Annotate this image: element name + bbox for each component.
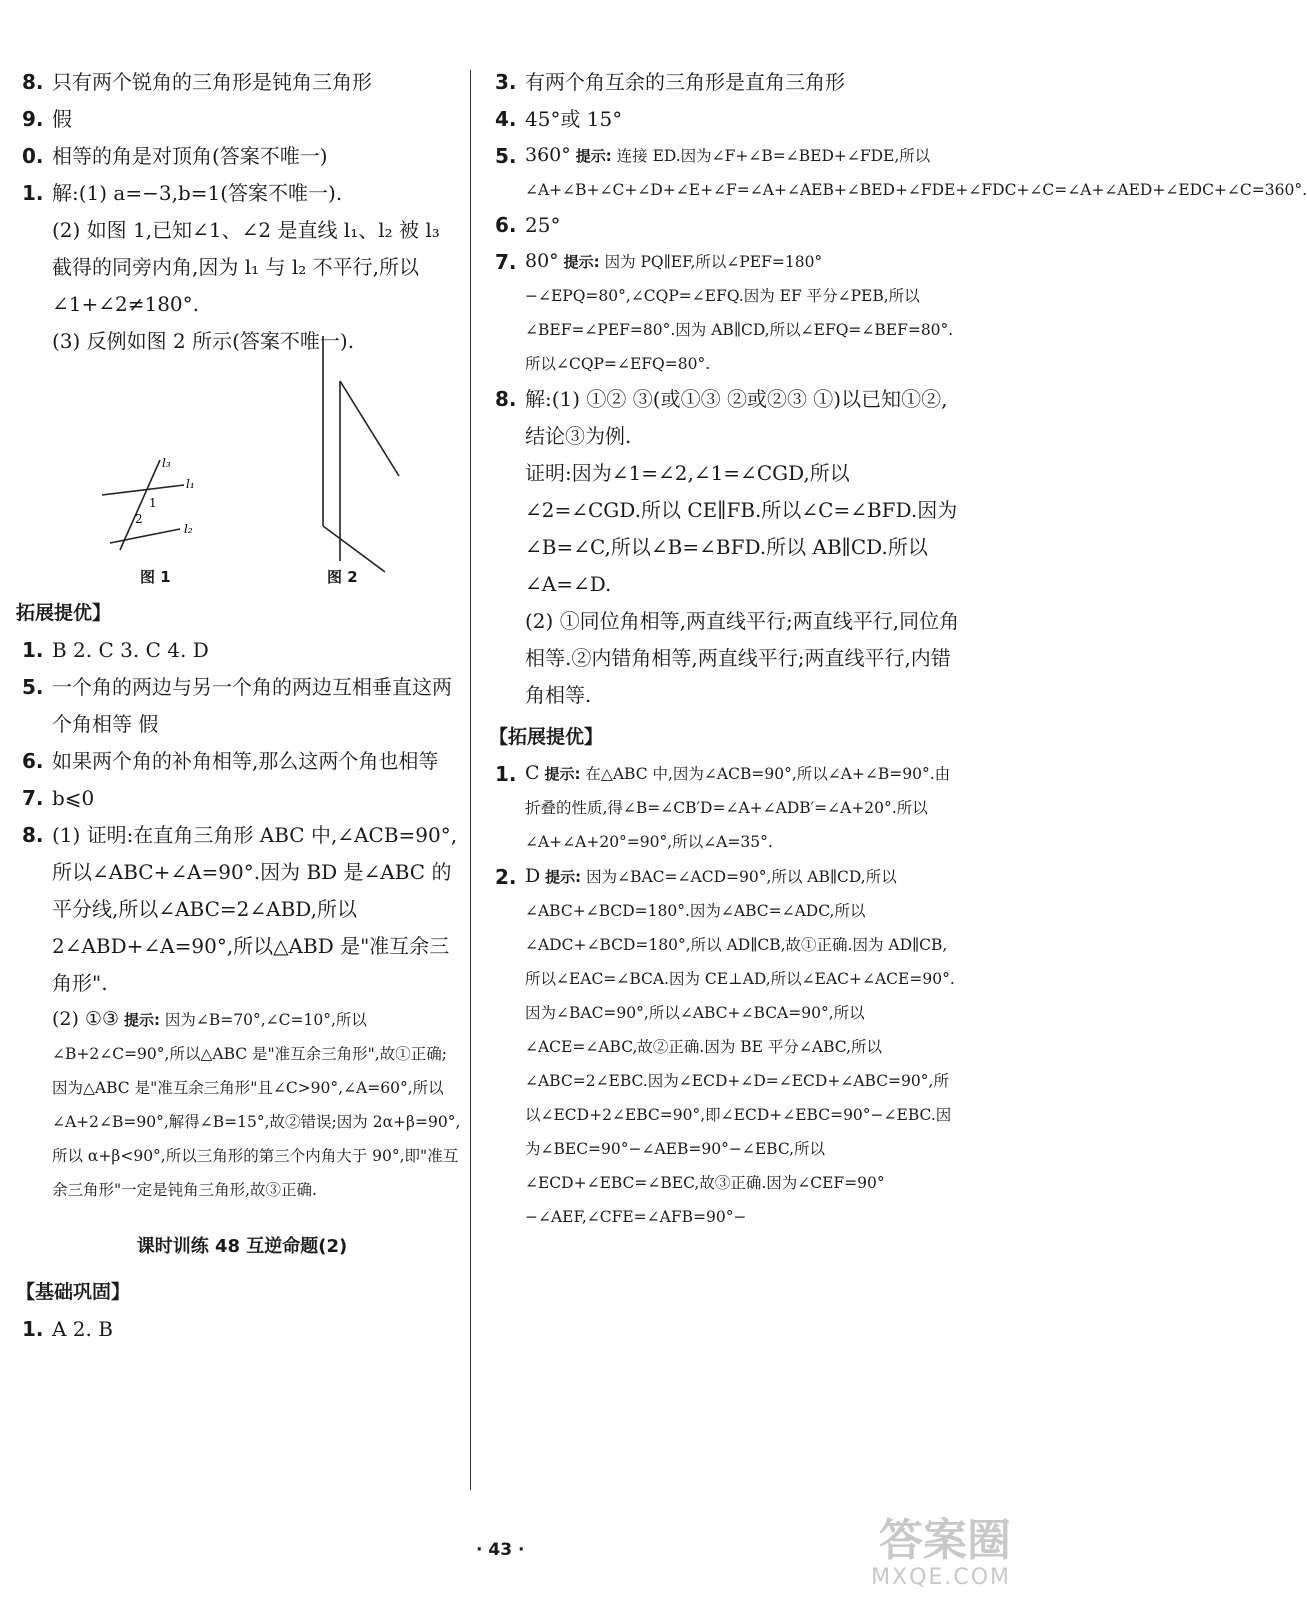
list-item xyxy=(22,669,462,743)
item-hint: 因为∠BAC=∠ACD=90°,所以 AB∥CD,所以∠ABC+∠BCD=180°.因为∠ABC=∠ADC,所以∠ADC+∠BCD=180°,所以 AD∥CB,故①正确.因为 AD∥CB,所以∠EAC=∠BCA.因为 CE⊥AD,所以∠EAC+∠ACE=90°.因为∠BAC=90°,所以∠ABC+∠BCA=90°,所以∠ACE=∠ABC,故②正确.因为 BE 平分∠ABC,所以∠ABC=2∠EBC.因为∠ECD+∠D=∠ECD+∠ABC=90°,所以∠ECD+2∠EBC=90°,即∠ECD+∠EBC=90°−∠EBC.因为∠BEC=90°−∠AEB=90°−∠EBC,所以∠ECD+∠EBC=∠BEC,故③正确.因为∠CEF=90°−∠AEF,∠CFE=∠AFB=90°− xyxy=(525,868,955,1226)
item-number: 0. xyxy=(22,144,44,168)
item-number: 4. xyxy=(495,107,517,131)
answer-8-part2: (2) ①同位角相等,两直线平行;两直线平行,同位角相等.②内错角相等,两直线平行;两直线平行,内错角相等. xyxy=(525,609,960,707)
figure-2-caption: 图 2 xyxy=(327,568,358,586)
item-number: 8. xyxy=(22,823,44,847)
item-text: b⩽0 xyxy=(52,786,95,810)
fig1-label-l2: l₂ xyxy=(184,522,193,536)
hint-label: 提示: xyxy=(575,147,612,165)
item-number: 9. xyxy=(22,107,44,131)
item-number: 5. xyxy=(495,144,517,168)
column-divider xyxy=(470,70,471,1490)
hint-label: 提示: xyxy=(563,253,600,271)
item-text: B 2. C 3. C 4. D xyxy=(52,638,209,662)
item-answer: 80° xyxy=(525,250,559,272)
figure-2 xyxy=(307,336,407,576)
fig1-label-l3: l₃ xyxy=(162,456,171,470)
watermark-logo-text: 答案圈 xyxy=(879,1515,1011,1566)
fig1-angle-1: 1 xyxy=(149,496,157,510)
item-text: 相等的角是对顶角(答案不唯一) xyxy=(52,144,328,168)
item-hint: 在△ABC 中,因为∠ACB=90°,所以∠A+∠B=90°.由折叠的性质,得∠B=∠CB′D=∠A+∠ADB′=∠A+20°.所以∠A+∠A+20°=90°,所以∠A=35°. xyxy=(525,765,951,851)
item-text: 如果两个角的补角相等,那么这两个角也相等 xyxy=(52,749,439,773)
item-number: 6. xyxy=(22,749,44,773)
answer-3 xyxy=(495,64,960,101)
item-text: 解:(1) ①② ③(或①③ ②或②③ ①)以已知①②,结论③为例. xyxy=(525,387,948,448)
item-number: 1. xyxy=(22,1317,44,1341)
item-number: 3. xyxy=(495,70,517,94)
left-column xyxy=(16,64,462,1348)
item-answer: 360° xyxy=(525,144,571,166)
item-text: 一个角的两边与另一个角的两边互相垂直这两个角相等 假 xyxy=(52,675,452,736)
item-number: 7. xyxy=(495,250,517,274)
hint-label: 提示: xyxy=(544,765,581,783)
hint-label: 提示: xyxy=(123,1011,160,1029)
list-item xyxy=(22,632,462,669)
item-text: 25° xyxy=(525,213,561,237)
ext-answer-1 xyxy=(495,756,960,859)
section-heading-extension: 拓展提优】 xyxy=(16,602,112,624)
list-item xyxy=(22,780,462,817)
hint-label: 提示: xyxy=(545,868,582,886)
item-text: 有两个角互余的三角形是直角三角形 xyxy=(525,70,845,94)
item-number: 1. xyxy=(22,181,44,205)
item-number: 7. xyxy=(22,786,44,810)
list-item xyxy=(22,138,462,175)
watermark-url: MXQE.COM xyxy=(871,1565,1011,1590)
answer-list-top xyxy=(22,64,462,212)
item-text: 假 xyxy=(52,107,72,131)
answer-8 xyxy=(495,381,960,455)
item-hint: 因为 PQ∥EF,所以∠PEF=180°−∠EPQ=80°,∠CQP=∠EFQ.因为 EF 平分∠PEB,所以∠BEF=∠PEF=80°.因为 AB∥CD,所以∠EFQ=∠BEF=80°.所以∠CQP=∠EFQ=80°. xyxy=(525,253,954,373)
item-text: 只有两个锐角的三角形是钝角三角形 xyxy=(52,70,372,94)
watermark xyxy=(871,1517,1011,1590)
section-heading-extension: 【拓展提优】 xyxy=(489,726,604,748)
item-hint: 连接 ED.因为∠F+∠B=∠BED+∠FDE,所以∠A+∠B+∠C+∠D+∠E+∠F=∠A+∠AEB+∠BED+∠FDE+∠FDC+∠C=∠A+∠AED+∠EDC+∠C=360°. xyxy=(525,147,1307,199)
fig1-angle-2: 2 xyxy=(135,512,143,526)
answer-8-part2 xyxy=(22,1002,462,1207)
item-number: 8. xyxy=(495,387,517,411)
item-number: 8. xyxy=(22,70,44,94)
answer-list-extension xyxy=(22,632,462,1002)
item-number: 6. xyxy=(495,213,517,237)
fig1-label-l1: l₁ xyxy=(186,477,195,491)
figures xyxy=(22,360,462,590)
item-number: 1. xyxy=(22,638,44,662)
lesson-title: 课时训练 48 互逆命题(2) xyxy=(136,1236,348,1257)
section-heading-basic: 【基础巩固】 xyxy=(16,1281,131,1303)
page-number: · 43 · xyxy=(476,1540,525,1560)
list-item xyxy=(22,175,462,212)
right-column xyxy=(489,64,1307,1234)
answer-list-basic xyxy=(22,1311,462,1348)
answer-5 xyxy=(495,138,1307,207)
item-text: A 2. B xyxy=(52,1317,113,1341)
answer-6 xyxy=(495,207,960,244)
item-number: 2. xyxy=(495,865,517,889)
answer-11-part2: (2) 如图 1,已知∠1、∠2 是直线 l₁、l₂ 被 l₃ 截得的同旁内角,因为 l₁ 与 l₂ 不平行,所以∠1+∠2≠180°. xyxy=(52,218,440,316)
item-text: (1) 证明:在直角三角形 ABC 中,∠ACB=90°,所以∠ABC+∠A=90°.因为 BD 是∠ABC 的平分线,所以∠ABC=2∠ABD,所以 2∠ABD+∠A=90°,所以△ABD 是"准互余三角形". xyxy=(52,823,458,995)
item-text: 45°或 15° xyxy=(525,107,623,131)
answer-4 xyxy=(495,101,960,138)
answer-8-part2-hint: 因为∠B=70°,∠C=10°,所以∠B+2∠C=90°,所以△ABC 是"准互余三角形",故①正确;因为△ABC 是"准互余三角形"且∠C>90°,∠A=60°,所以∠A+2∠B=90°,解得∠B=15°,故②错误;因为 2α+β=90°,所以 α+β<90°,所以三角形的第三个内角大于 90°,即"准互余三角形"一定是钝角三角形,故③正确. xyxy=(52,1011,461,1199)
list-item xyxy=(22,1311,462,1348)
item-number: 5. xyxy=(22,675,44,699)
item-number: 1. xyxy=(495,762,517,786)
answer-7 xyxy=(495,244,960,381)
figure-1 xyxy=(102,455,222,565)
list-item xyxy=(22,101,462,138)
ext-answer-2 xyxy=(495,859,960,1234)
list-item xyxy=(22,64,462,101)
item-answer: D xyxy=(525,865,541,887)
list-item xyxy=(22,743,462,780)
item-text: 解:(1) a=−3,b=1(答案不唯一). xyxy=(52,181,343,205)
answer-8-proof: 证明:因为∠1=∠2,∠1=∠CGD,所以∠2=∠CGD.所以 CE∥FB.所以∠C=∠BFD.因为∠B=∠C,所以∠B=∠BFD.所以 AB∥CD.所以∠A=∠D. xyxy=(525,461,958,596)
list-item xyxy=(22,817,462,1002)
item-answer: C xyxy=(525,762,540,784)
answer-11-part3: (3) 反例如图 2 所示(答案不唯一). xyxy=(52,329,355,353)
figure-1-caption: 图 1 xyxy=(140,568,171,586)
answer-8-part2-prefix: (2) ①③ xyxy=(52,1008,120,1030)
